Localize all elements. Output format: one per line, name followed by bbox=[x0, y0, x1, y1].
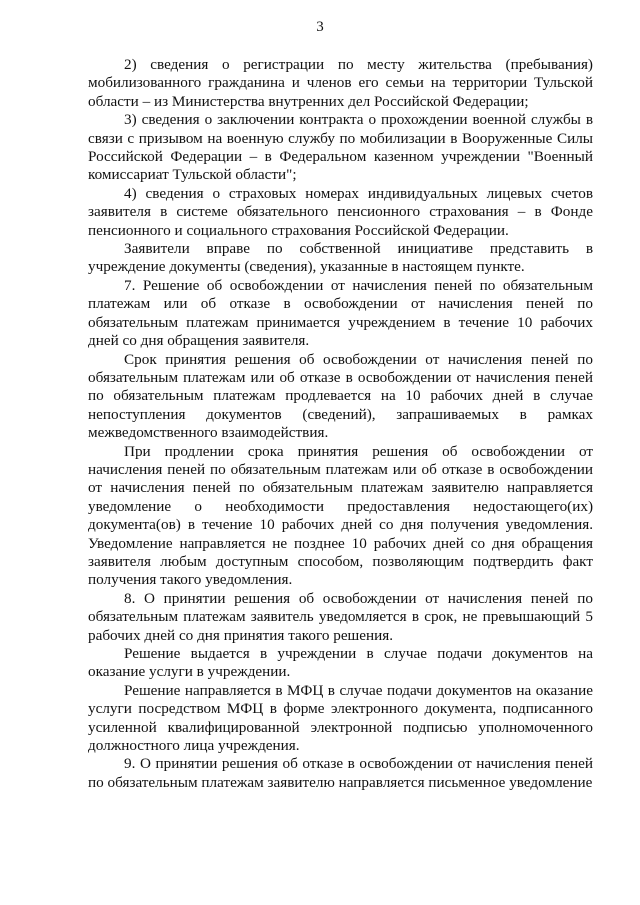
paragraph-item-3-contract: 3) сведения о заключении контракта о прохождении военной службы в связи с призывом на военную службу по мобилизации в Вооруженные Силы Российской Федерации – в Федеральном казенном учреждении "Военный комиссариат Тульской области"; bbox=[88, 111, 593, 184]
paragraph-clause-7: 7. Решение об освобождении от начисления пеней по обязательным платежам или об отказе в освобождении от начисления пеней по обязательным платежам принимается учреждением в течение 10 рабочих дней со дня обращения заявителя. bbox=[88, 276, 593, 350]
paragraph-decision-mfc: Решение направляется в МФЦ в случае подачи документов на оказание услуги посредством МФЦ в форме электронного документа, подписанного усиленной квалифицированной электронной подписью уполномоченного должностного лица учреждения. bbox=[88, 681, 593, 755]
document-body bbox=[88, 56, 593, 792]
paragraph-decision-issued: Решение выдается в учреждении в случае подачи документов на оказание услуги в учреждении. bbox=[88, 645, 593, 681]
paragraph-applicant-right: Заявители вправе по собственной инициативе представить в учреждение документы (сведения), указанные в настоящем пункте. bbox=[88, 240, 593, 276]
paragraph-term-extension: Срок принятия решения об освобождении от начисления пеней по обязательным платежам или об отказе в освобождении от начисления пеней по обязательным платежам продлевается на 10 рабочих дней в случае непоступления документов (сведений), запрашиваемых в рамках межведомственного взаимодействия. bbox=[88, 350, 593, 442]
paragraph-clause-9: 9. О принятии решения об отказе в освобождении от начисления пеней по обязательным платежам заявителю направляется письменное уведомление bbox=[88, 755, 593, 791]
paragraph-clause-8: 8. О принятии решения об освобождении от начисления пеней по обязательным платежам заявитель уведомляется в срок, не превышающий 5 рабочих дней со дня принятия такого решения. bbox=[88, 589, 593, 644]
paragraph-item-4-insurance-numbers: 4) сведения о страховых номерах индивидуальных лицевых счетов заявителя в системе обязательного пенсионного страхования – в Фонде пенсионного и социального страхования Российской Федерации. bbox=[88, 184, 593, 239]
page-number: 3 bbox=[316, 19, 324, 35]
paragraph-item-2-registration: 2) сведения о регистрации по месту жительства (пребывания) мобилизованного гражданина и членов его семьи на территории Тульской области – из Министерства внутренних дел Российской Федерации; bbox=[88, 56, 593, 110]
paragraph-extension-notice: При продлении срока принятия решения об освобождении от начисления пеней по обязательным платежам или об отказе в освобождении от начисления пеней по обязательным платежам заявителю направляется уведомление о необходимости предоставления недостающего(их) документа(ов) в течение 10 рабочих дней со дня получения уведомления. Уведомление направляется не позднее 10 рабочих дней со дня обращения заявителя любым доступным способом, позволяющим подтвердить факт получения такого уведомления. bbox=[88, 442, 593, 589]
